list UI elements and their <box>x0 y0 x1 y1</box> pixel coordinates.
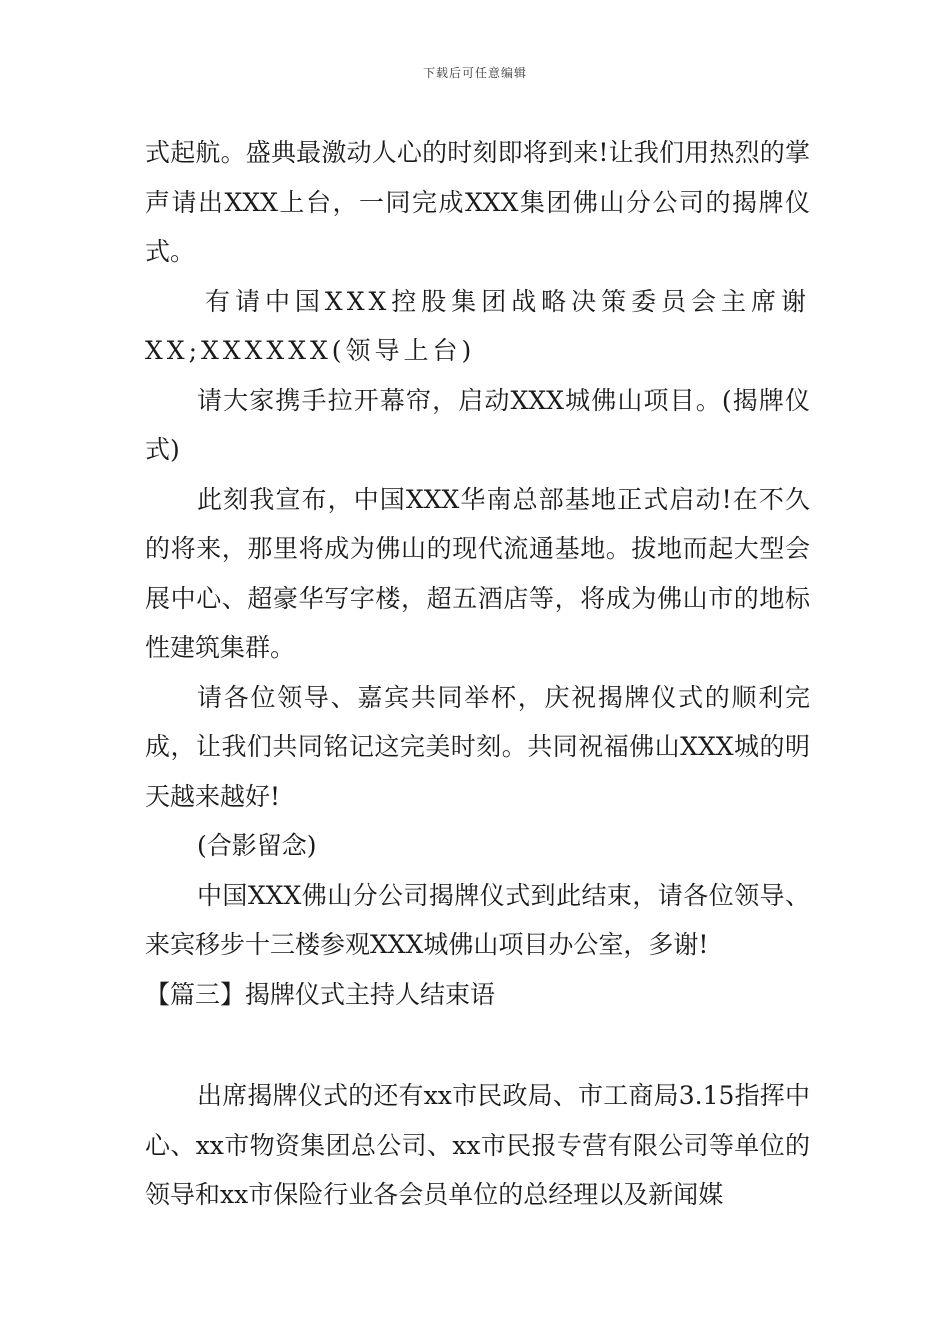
paragraph-opening: 式起航。盛典最激动人心的时刻即将到来!让我们用热烈的掌声请出XXX上台，一同完成XXX集团佛山分公司的揭牌仪式。 <box>145 138 810 266</box>
paragraph-invite-chairman: 有请中国XXX控股集团战略决策委员会主席谢XX;XXXXXX(领导上台) <box>145 286 810 365</box>
paragraph-announcement: 此刻我宣布，中国XXX华南总部基地正式启动!在不久的将来，那里将成为佛山的现代流通基地。拔地而起大型会展中心、超豪华写字楼，超五酒店等，将成为佛山市的地标性建筑集群。 <box>145 484 810 662</box>
paragraph-closing-remarks: 中国XXX佛山分公司揭牌仪式到此结束，请各位领导、来宾移步十三楼参观XXX城佛山项目办公室，多谢! <box>145 880 810 959</box>
paragraph-attendees: 出席揭牌仪式的还有xx市民政局、市工商局3.15指挥中心、xx市物资集团总公司、xx市民报专营有限公司等单位的领导和xx市保险行业各会员单位的总经理以及新闻媒 <box>145 1081 810 1209</box>
section-title: 【篇三】揭牌仪式主持人结束语 <box>145 979 496 1009</box>
section-spacer <box>145 1019 810 1071</box>
paragraph-unveil-curtain: 请大家携手拉开幕帘，启动XXX城佛山项目。(揭牌仪式) <box>145 385 810 464</box>
document-body <box>145 128 810 1220</box>
paragraph-group-photo: (合影留念) <box>197 831 317 860</box>
page-header: 下载后可任意编辑 <box>422 66 527 80</box>
paragraph-toast: 请各位领导、嘉宾共同举杯，庆祝揭牌仪式的顺利完成，让我们共同铭记这完美时刻。共同祝福佛山XXX城的明天越来越好! <box>145 682 810 811</box>
